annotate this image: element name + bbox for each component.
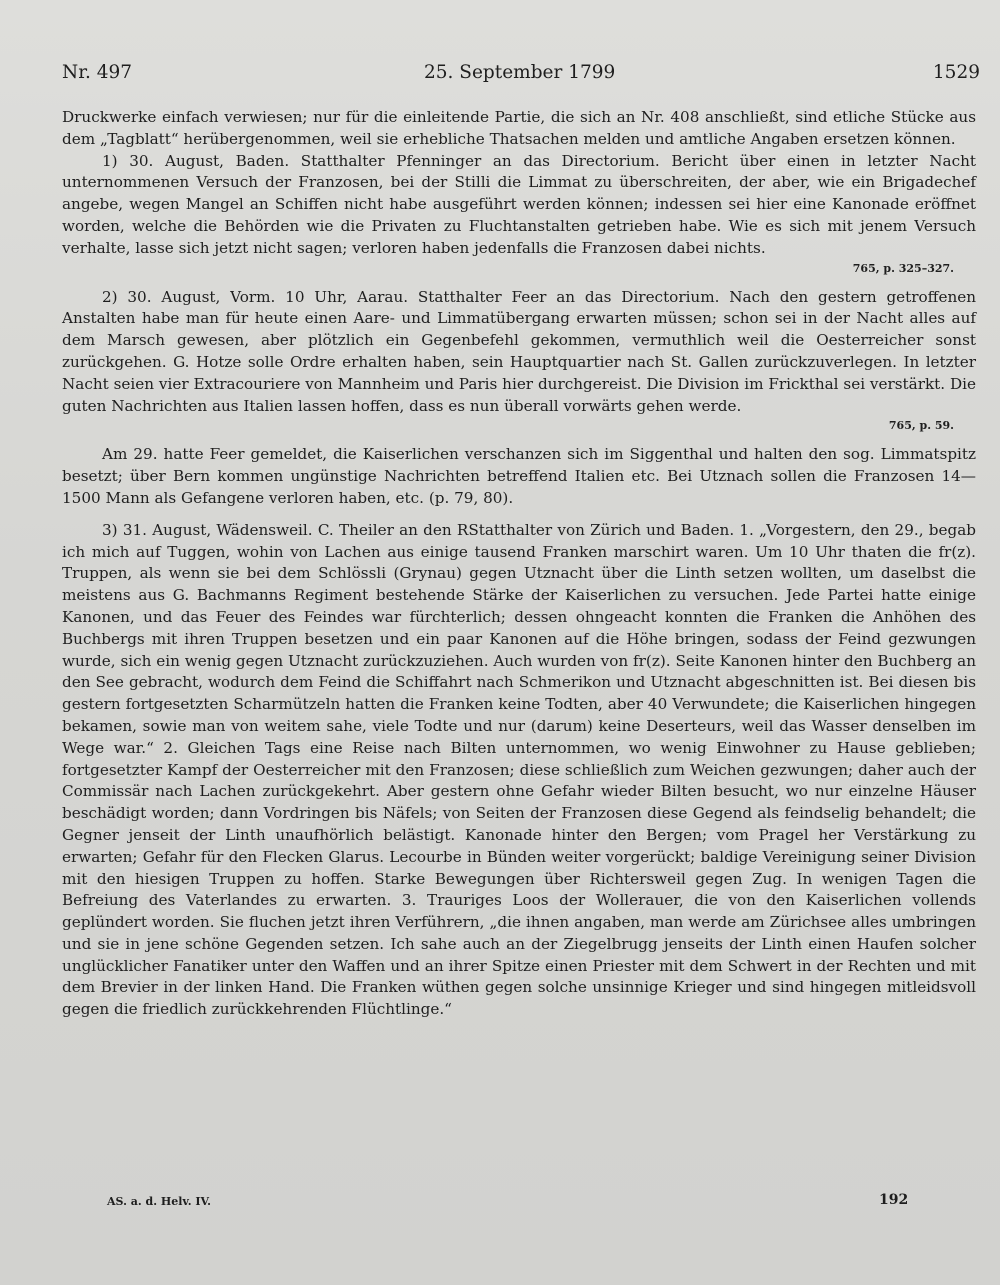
entry-2-paragraph: 2) 30. August, Vorm. 10 Uhr, Aarau. Statthalter Feer an das Directorium. Nach den gestern getroffenen Anstalten habe man für heute einen Aare- und Limmatübergang erwarten müssen; schon sei in der Nacht alles auf dem Marsch gewesen, aber plötzlich ein Gegenbefehl gekommen, vermuthlich weil die Oesterreicher sonst zurückgehen. G. Hotze solle Ordre erhalten haben, sein Hauptquartier nach St. Gallen zurückzuverlegen. In letzter Nacht seien vier Extracouriere von Mannheim und Paris hier durchgereist. Die Division im Frickthal sei verstärkt. Die guten Nachrichten aus Italien lassen hoffen, dass es nun überall vorwärts gehen werde. <box>62 287 976 415</box>
page-number: 1529 <box>932 62 980 83</box>
document-date: 25. September 1799 <box>424 62 616 83</box>
document-body <box>62 107 976 1021</box>
footer-signature: AS. a. d. Helv. IV. <box>107 1195 211 1208</box>
reference-1: 765, p. 325–327. <box>852 261 954 275</box>
reference-2: 765, p. 59. <box>888 419 954 433</box>
page-footer <box>107 1192 909 1215</box>
note-paragraph: Am 29. hatte Feer gemeldet, die Kaiserlichen verschanzen sich im Siggenthal und halten den sog. Limmatspitz besetzt; über Bern kommen ungünstige Nachrichten betreffend Italien etc. Bei Utznach sollen die Franzosen 14—1500 Mann als Gefangene verloren haben, etc. (p. 79, 80). <box>62 445 976 507</box>
document-number: Nr. 497 <box>62 62 133 83</box>
entry-1-paragraph: 1) 30. August, Baden. Statthalter Pfenninger an das Directorium. Bericht über einen in letzter Nacht unternommenen Versuch der Franzosen, bei der Stilli die Limmat zu überschreiten, der aber, wie ein Brigadechef angebe, wegen Mangel an Schiffen nicht habe ausgeführt werden können; indessen sei hier eine Kanonade eröffnet worden, welche die Behörden wie die Privaten zu Fluchtanstalten getrieben habe. Wie es sich mit jenem Versuch verhalte, lasse sich jetzt nicht sagen; verloren haben jedenfalls die Franzosen dabei nichts. <box>62 151 976 257</box>
entry-3-paragraph: 3) 31. August, Wädensweil. C. Theiler an den RStatthalter von Zürich und Baden. 1. „Vorgestern, den 29., begab ich mich auf Tuggen, wohin von Lachen aus einige tausend Franken marschirt waren. Um 10 Uhr thaten die fr(z). Truppen, als wenn sie bei dem Schlössli (Grynau) gegen Utznacht über die Linth setzen wollten, um daselbst die meistens aus G. Bachmanns Regiment bestehende Stärke der Kaiserlichen zu versuchen. Jede Partei hatte einige Kanonen, und das Feuer des Feindes war fürchterlich; dessen ohngeacht konnten die Franken die Anhöhen des Buchbergs mit ihren Truppen besetzen und ein paar Kanonen auf die Höhe bringen, sodass der Feind gezwungen wurde, sich ein wenig gegen Utznacht zurückzuziehen. Auch wurden von fr(z). Seite Kanonen hinter den Buchberg an den See gebracht, wodurch dem Feind die Schiffahrt nach Schmerikon und Utznacht abgeschnitten ist. Bei diesen bis gestern fortgesetzten Scharmützeln hatten die Franken keine Todten, aber 40 Verwundete; die Kaiserlichen hingegen bekamen, sowie man von weitem sahe, viele Todte und nur (darum) keine Deserteurs, weil das Wasser denselben im Wege war.“ 2. Gleichen Tags eine Reise nach Bilten unternommen, wo wenig Einwohner zu Hause geblieben; fortgesetzter Kampf der Oesterreicher mit den Franzosen; diese schließlich zum Weichen gezwungen; daher auch der Commissär nach Lachen zurückgekehrt. Aber gestern ohne Gefahr wieder Bilten besucht, wo nur einzelne Häuser beschädigt worden; dann Vordringen bis Näfels; von Seiten der Franzosen diese Gegend als feindselig behandelt; die Gegner jenseit der Linth unaufhörlich belästigt. Kanonade hinter den Bergen; vom Pragel her Verstärkung zu erwarten; Gefahr für den Flecken Glarus. Lecourbe in Bünden weiter vorgerückt; baldige Vereinigung seiner Division mit den hiesigen Truppen zu hoffen. Starke Bewegungen über Richtersweil gegen Zug. In wenigen Tagen die Befreiung des Vaterlandes zu erwarten. 3. Trauriges Loos der Wollerauer, die von den Kaiserlichen vollends geplündert worden. Sie fluchen jetzt ihren Verführern, „die ihnen angaben, man werde am Zürichsee alles umbringen und sie in jene schöne Gegenden setzen. Ich sahe auch an der Ziegelbrugg jenseits der Linth einen Haufen solcher unglücklicher Fanatiker unter den Waffen und an ihrer Spitze einen Priester mit dem Schwert in der Rechten und mit dem Brevier in der linken Hand. Die Franken wüthen gegen solche unsinnige Krieger und sind hingegen mitleidsvoll gegen die friedlich zurückkehrenden Flüchtlinge.“ <box>62 520 976 1019</box>
intro-paragraph: Druckwerke einfach verwiesen; nur für die einleitende Partie, die sich an Nr. 408 anschließt, sind etliche Stücke aus dem „Tagblatt“ herübergenommen, weil sie erhebliche Thatsachen melden und amtliche Angaben ersetzen können. <box>62 108 976 148</box>
footer-sheet-number: 192 <box>879 1192 909 1208</box>
page-header <box>62 62 980 90</box>
